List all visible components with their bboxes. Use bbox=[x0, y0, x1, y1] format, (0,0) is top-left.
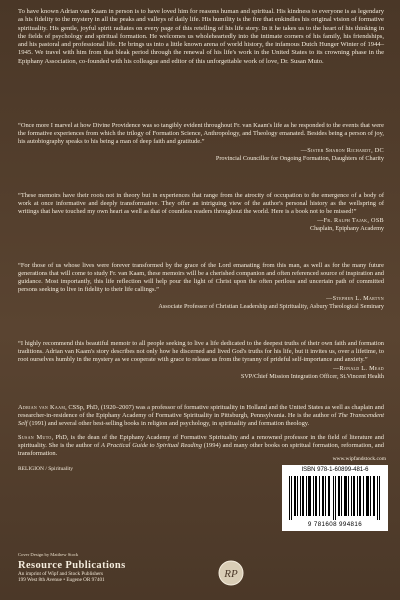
bio-author-name: Adrian van Kaam bbox=[18, 404, 66, 411]
cover-design-credit: Cover Design by Matthew Stock bbox=[18, 552, 79, 557]
bio-text-start: , PhD, is the dean of the Epiphany Academy of Formative Spirituality and a renowned professor in the field of literature and spirituality. She is the author of bbox=[18, 434, 385, 450]
endorser-name: —Ronald L. Mead bbox=[333, 365, 384, 373]
publisher-imprint-line: An imprint of Wipf and Stock Publishers bbox=[18, 571, 103, 577]
endorsement-text: “For those of us whose lives were forever transformed by the grace of the Lord emanating from this man, as well as for the many future generations that will come to study Fr. van Kaam, these memoirs will be a cherished companion and often referenced source of inspiration and guidance. Most importantly, this life reflection will help pour the light of Christ upon the often perilous and uncertain path of committed persons seeking to live in fidelity to their life callings.” bbox=[18, 262, 384, 294]
endorsement-4 bbox=[18, 340, 384, 380]
bio-book-title: A Practical Guide to Spiritual Reading bbox=[101, 442, 202, 450]
isbn-label: ISBN 978-1-60899-481-6 bbox=[301, 467, 369, 473]
endorser-name: —Stephen L. Martyn bbox=[326, 295, 384, 303]
endorser-name: —Fr. Ralph Tajak, OSB bbox=[317, 217, 384, 225]
endorsement-text: “These memoirs have their roots not in theory but in experiences that range from the atrocity of occupation to the emergence of a body of work at once informative and deeply transformative. They offer an intriguing view of the author's personal history as the wellspring of writings that have touched my own heart as well as that of countless readers throughout the world. Here is a book not to be missed!” bbox=[18, 192, 384, 216]
barcode-bars bbox=[287, 476, 383, 520]
barcode-digits: 9 781608 994816 bbox=[307, 521, 363, 528]
endorsement-attribution bbox=[18, 295, 384, 310]
publisher-logo-text: RP bbox=[224, 568, 238, 580]
bio-text-end: (1991) and several other best-selling books in religion and psychology, in spirituality and formation theology. bbox=[27, 420, 310, 428]
bio-text-start: , CSSp, PhD, (1920–2007) was a professor of formative spirituality in Holland and the United States as well as chaplain and researcher-in-residence of the Epiphany Academy of Formative Spirituality in Pittsburgh, Pennsylvania. He is the author of bbox=[18, 404, 384, 420]
intro-paragraph: To have known Adrian van Kaam in person is to have loved him for reasons human and spiritual. His kindness to everyone is as legendary as his fidelity to the mystery in all the peaks and valleys of daily life. His humility is the fire that enkindles his original vision of formative spirituality. His gentle, joyful spirit radiates on every page of this retelling of his life story. In it he takes us to the heart of his thinking in the fields of psychology and spiritual formation. He welcomes us wholeheartedly into the intimate corners of his family, his friendships, and his pastoral and professional life. He brings us into a little known arena of world history, the infamous Dutch Hunger Winter of 1944–1945. We travel with him from that bleak period through the renewal of his life's work in the United States to its crowning phase in the Epiphany Association, co-founded with his colleague and editor of this unforgettable work of love, Dr. Susan Muto. bbox=[18, 8, 384, 65]
endorsement-text: “Once more I marvel at how Divine Providence was so tangibly evident throughout Fr. van Kaam's life as he responded to the events that were the formative experiences from which the trilogy of Formation Science, Anthropology, and Theology emanated. Besides being a person of joy, his autobiography speaks to his being a man of deep faith and gratitude.” bbox=[18, 122, 384, 146]
bio-book-title: The Transcendent Self bbox=[18, 412, 384, 428]
endorser-role: Provincial Councillor for Ongoing Formation, Daughters of Charity bbox=[215, 154, 384, 162]
endorsement-text: “I highly recommend this beautiful memoir to all people seeking to live a life dedicated to the deepest truths of their own faith and formation traditions. Adrian van Kaam's story describes not only how he discerned and lived God's truths for his life, but it invites us, over a lifetime, to root ourselves humbly in the mystery as we cooperate with grace to release us from the tyranny of prideful self-importance and anxiety.” bbox=[18, 340, 384, 364]
publisher-logo-icon bbox=[218, 560, 244, 586]
endorser-role: SVP/Chief Mission Integration Officer, St.Vincent Health bbox=[240, 372, 384, 380]
author-bio-muto bbox=[18, 434, 384, 458]
endorsement-1 bbox=[18, 122, 384, 162]
endorser-name: —Sister Sharon Richardt, DC bbox=[300, 147, 384, 155]
publisher-website: www.wipfandstock.com bbox=[332, 456, 386, 462]
endorsement-2 bbox=[18, 192, 384, 232]
endorser-role: Associate Professor of Christian Leadership and Spirituality, Asbury Theological Seminary bbox=[158, 302, 384, 310]
endorsement-attribution bbox=[18, 147, 384, 162]
endorsement-attribution bbox=[18, 365, 384, 380]
bio-author-name: Susan Muto bbox=[18, 434, 52, 441]
bisac-category: RELIGION / Spirituality bbox=[18, 466, 73, 472]
publisher-address: 199 West 8th Avenue • Eugene OR 97401 bbox=[18, 577, 105, 584]
endorsement-attribution bbox=[18, 217, 384, 232]
bio-text-end: (1994) and many other books on spiritual formation, reformation, and transformation. bbox=[18, 442, 384, 458]
endorsement-3 bbox=[18, 262, 384, 310]
publisher-block bbox=[18, 560, 218, 584]
author-bio-van-kaam bbox=[18, 404, 384, 428]
endorser-role: Chaplain, Epiphany Academy bbox=[309, 224, 384, 232]
publisher-name: Resource Publications bbox=[18, 560, 126, 571]
barcode-panel bbox=[282, 465, 388, 531]
